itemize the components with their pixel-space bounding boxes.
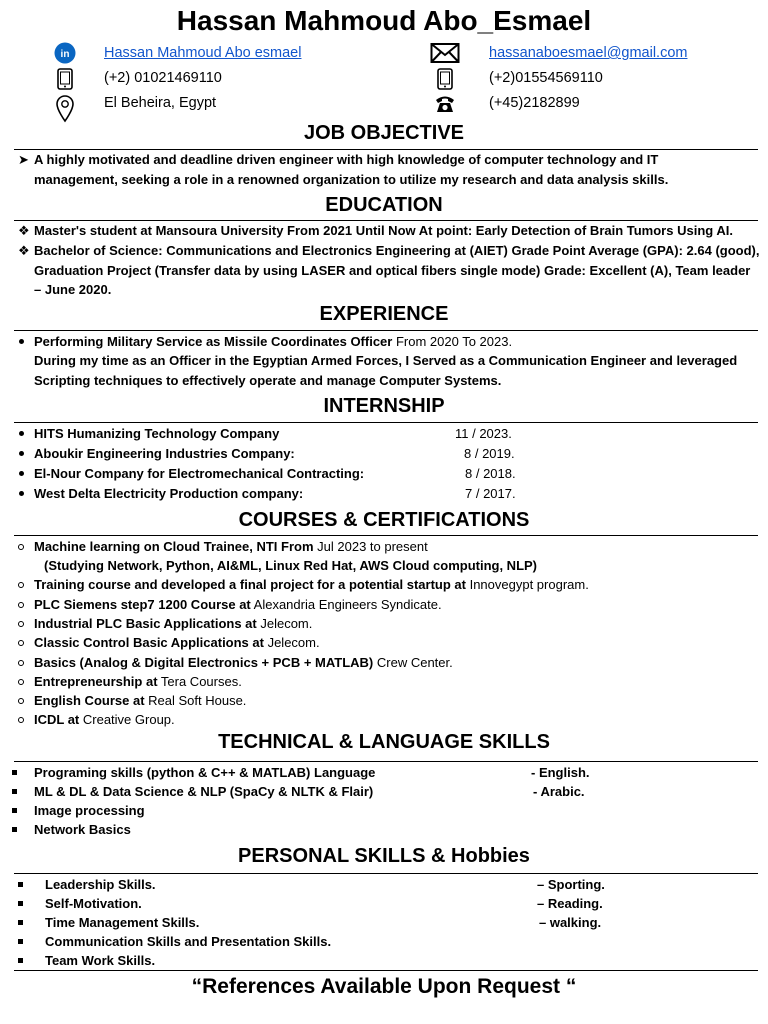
experience-item: Performing Military Service as Missile Coordinates Officer From 2020 To 2023.: [34, 334, 513, 349]
bullet-dot: [19, 491, 24, 496]
technical-skill: Image processing: [34, 803, 145, 818]
bullet-circle: [18, 717, 24, 723]
bullet-square: [12, 789, 17, 794]
technical-skill: ML & DL & Data Science & NLP (SpaCy & NLTK & Flair): [34, 784, 374, 799]
internship-date: 8 / 2018.: [465, 466, 516, 481]
course-item: English Course at Real Soft House.: [34, 693, 247, 708]
bullet-circle: [18, 679, 24, 685]
bullet-square: [12, 827, 17, 832]
education-item: – June 2020.: [34, 282, 112, 297]
section-divider: [14, 873, 758, 874]
bullet-square: [18, 939, 23, 944]
bullet-dot: [19, 339, 24, 344]
bullet-square: [18, 901, 23, 906]
bullet-square: [18, 958, 23, 963]
education-item: Bachelor of Science: Communications and Electronics Engineering at (AIET) Grade Point Average (GPA): 2.64 (good),: [34, 243, 760, 258]
section-heading-experience: EXPERIENCE: [319, 303, 449, 325]
technical-skill: Network Basics: [34, 822, 131, 837]
email-link[interactable]: hassanaboesmael@gmail.com: [489, 45, 688, 61]
section-heading-job-objective: JOB OBJECTIVE: [303, 122, 465, 144]
section-divider: [14, 761, 758, 762]
linkedin-link[interactable]: Hassan Mahmoud Abo esmael: [104, 45, 302, 61]
bullet-dot: [19, 431, 24, 436]
telephone-icon: [434, 92, 456, 114]
location-pin-icon: [54, 93, 76, 123]
course-item: Basics (Analog & Digital Electronics + PCB + MATLAB) Crew Center.: [34, 655, 453, 670]
language-skill: - Arabic.: [533, 784, 585, 799]
section-divider: [14, 422, 758, 423]
landline-phone: (+45)2182899: [489, 95, 580, 111]
course-item: Industrial PLC Basic Applications at Jelecom.: [34, 616, 313, 631]
experience-detail: During my time as an Officer in the Egyptian Armed Forces, I Served as a Communication Engineer and leveraged: [34, 353, 738, 368]
education-item: Graduation Project (Transfer data by using LASER and optical fibers single mode) Grade: Excellent (A), Team leader: [34, 263, 751, 278]
personal-skill: Time Management Skills.: [45, 915, 200, 930]
internship-company: West Delta Electricity Production company:: [34, 486, 304, 501]
svg-text:in: in: [60, 49, 70, 60]
linkedin-icon[interactable]: [54, 42, 76, 64]
experience-detail: Scripting techniques to effectively operate and manage Computer Systems.: [34, 373, 502, 388]
internship-date: 7 / 2017.: [465, 486, 516, 501]
section-heading-internship: INTERNSHIP: [323, 395, 445, 417]
bullet-circle: [18, 582, 24, 588]
course-item: ICDL at Creative Group.: [34, 712, 175, 727]
personal-skill: Leadership Skills.: [45, 877, 156, 892]
personal-skill: Communication Skills and Presentation Skills.: [45, 934, 332, 949]
language-skill: - English.: [531, 765, 590, 780]
section-divider: [14, 535, 758, 536]
phone-primary: (+2) 01021469110: [104, 70, 222, 86]
education-item: Master's student at Mansoura University From 2021 Until Now At point: Early Detection of Brain Tumors Using AI.: [34, 223, 733, 238]
internship-company: Aboukir Engineering Industries Company:: [34, 446, 295, 461]
course-item: PLC Siemens step7 1200 Course at Alexandria Engineers Syndicate.: [34, 597, 442, 612]
technical-skill: Programing skills (python & C++ & MATLAB) Language: [34, 765, 376, 780]
diamond-bullet-icon: ❖: [18, 243, 30, 258]
hobby: – Sporting.: [537, 877, 605, 892]
bullet-square: [12, 808, 17, 813]
bullet-dot: [19, 471, 24, 476]
internship-company: HITS Humanizing Technology Company: [34, 426, 280, 441]
course-item: Entrepreneurship at Tera Courses.: [34, 674, 242, 689]
section-divider: [14, 330, 758, 331]
internship-date: 11 / 2023.: [455, 426, 512, 441]
section-heading-technical-skills: TECHNICAL & LANGUAGE SKILLS: [218, 731, 550, 753]
section-heading-personal-skills: PERSONAL SKILLS & Hobbies: [238, 845, 530, 867]
course-item: Machine learning on Cloud Trainee, NTI From Jul 2023 to present: [34, 539, 428, 554]
course-item-detail: (Studying Network, Python, AI&ML, Linux Red Hat, AWS Cloud computing, NLP): [44, 558, 538, 573]
bullet-circle: [18, 660, 24, 666]
personal-skill: Team Work Skills.: [45, 953, 156, 968]
course-item: Classic Control Basic Applications at Jelecom.: [34, 635, 320, 650]
bullet-square: [18, 920, 23, 925]
mobile-phone-icon: [434, 68, 456, 90]
envelope-icon: [430, 42, 460, 64]
bullet-circle: [18, 544, 24, 550]
location-text: El Beheira, Egypt: [104, 95, 217, 111]
arrow-bullet-icon: ➤: [18, 152, 29, 167]
internship-company: El-Nour Company for Electromechanical Contracting:: [34, 466, 365, 481]
course-item: Training course and developed a final project for a potential startup at Innovegypt program.: [34, 577, 589, 592]
bullet-circle: [18, 602, 24, 608]
personal-skill: Self-Motivation.: [45, 896, 142, 911]
objective-line: management, seeking a role in a renowned organization to utilize my research and data analysis skills.: [34, 172, 669, 187]
candidate-name: Hassan Mahmoud Abo_Esmael: [176, 5, 592, 36]
bullet-circle: [18, 621, 24, 627]
section-heading-courses: COURSES & CERTIFICATIONS: [238, 509, 530, 531]
hobby: – Reading.: [537, 896, 603, 911]
hobby: – walking.: [539, 915, 602, 930]
bullet-square: [12, 770, 17, 775]
section-heading-education: EDUCATION: [325, 194, 443, 216]
phone-secondary: (+2)01554569110: [489, 70, 603, 86]
diamond-bullet-icon: ❖: [18, 223, 30, 238]
mobile-phone-icon: [54, 68, 76, 90]
bullet-circle: [18, 698, 24, 704]
bullet-square: [18, 882, 23, 887]
section-divider: [14, 970, 758, 971]
objective-line: A highly motivated and deadline driven engineer with high knowledge of computer technology and IT: [34, 152, 659, 167]
references-footer: “References Available Upon Request “: [191, 975, 577, 998]
bullet-circle: [18, 640, 24, 646]
internship-date: 8 / 2019.: [464, 446, 515, 461]
bullet-dot: [19, 451, 24, 456]
